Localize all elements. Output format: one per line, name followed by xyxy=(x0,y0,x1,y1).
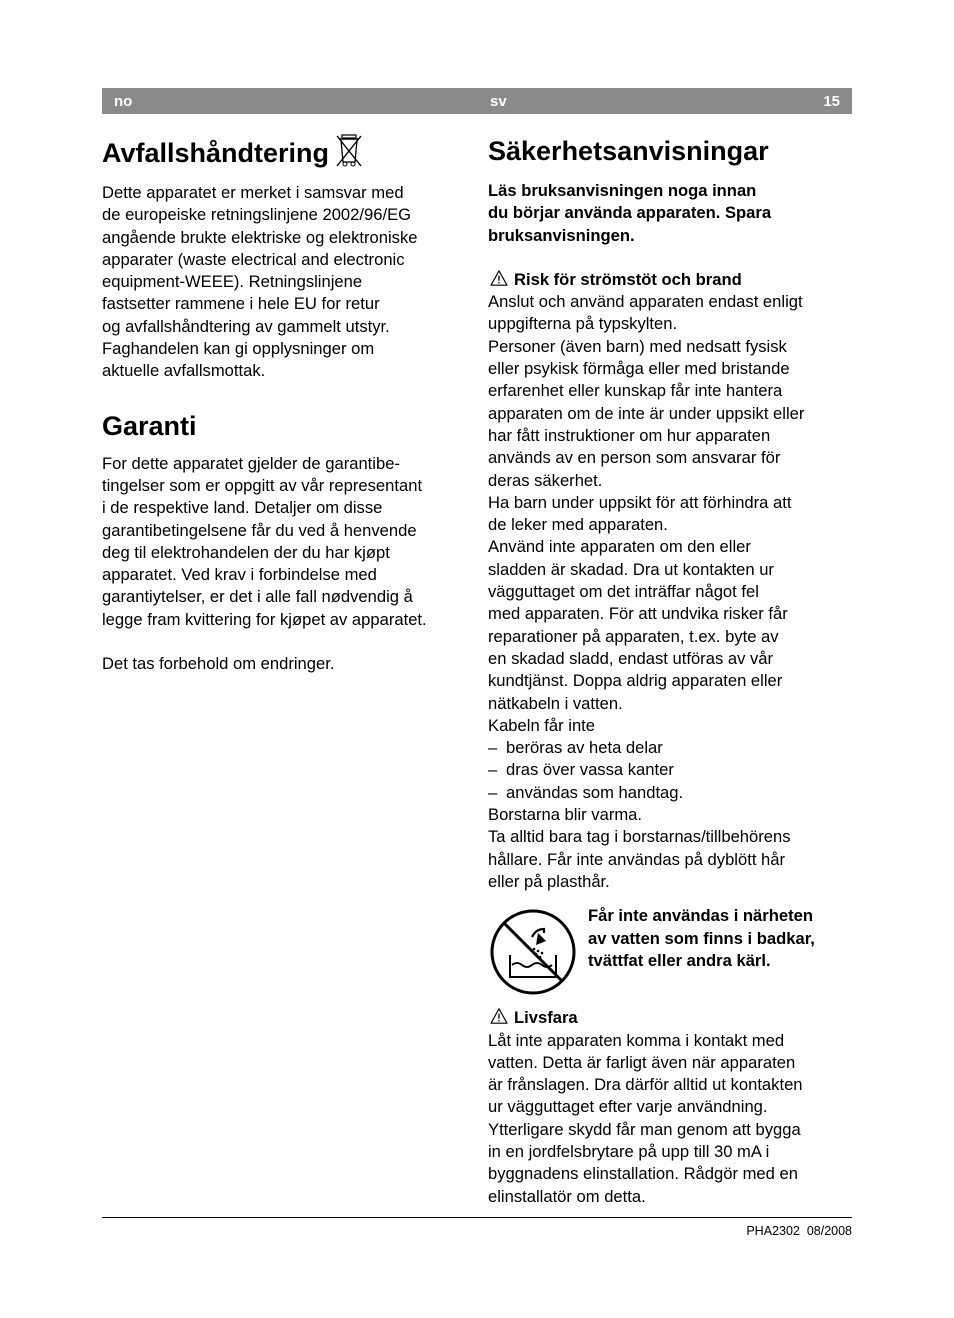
text-line: apparaten om de inte är under uppsikt eller xyxy=(488,403,805,423)
text-line: bruksanvisningen. xyxy=(488,225,635,245)
text-line: sladden är skadad. Dra ut kontakten ur xyxy=(488,559,774,579)
text-line: eller psykisk förmåga eller med bristande xyxy=(488,359,790,379)
text-line: tvättfat eller andra kärl. xyxy=(588,950,771,970)
text-line: Låt inte apparaten komma i kontakt med xyxy=(488,1030,785,1050)
text-line: Anslut och använd apparaten endast enligt xyxy=(488,292,803,312)
text-line: Ta alltid bara tag i borstarnas/tillbehörens xyxy=(488,827,791,847)
text-line: equipment-WEEE). Retningslinjene xyxy=(102,272,363,292)
warning-triangle-icon xyxy=(488,1008,510,1024)
text-line: de europeiske retningslinjene 2002/96/EG xyxy=(102,205,412,225)
left-column xyxy=(102,132,470,675)
header-lang-left: no xyxy=(114,93,133,110)
text-line: deg til elektrohandelen der du har kjøpt xyxy=(102,542,390,562)
risk-paragraph xyxy=(488,291,852,737)
water-warning-text xyxy=(588,905,815,972)
text-line: Personer (även barn) med nedsatt fysisk xyxy=(488,336,787,356)
text-line: apparatet. Ved krav i forbindelse med xyxy=(102,565,377,585)
risk-heading-text: Risk för strömstöt och brand xyxy=(514,269,742,289)
risk-heading xyxy=(488,269,852,291)
guarantee-paragraph xyxy=(102,453,470,631)
text-line: in en jordfelsbrytare på upp till 30 mA i xyxy=(488,1141,770,1161)
cable-list-item xyxy=(488,759,852,781)
dash: – xyxy=(488,782,498,802)
cable-list-item xyxy=(488,782,852,804)
text-line: aktuelle avfallsmottak. xyxy=(102,361,266,381)
life-heading-text: Livsfara xyxy=(514,1008,578,1028)
text-line: apparater (waste electrical and electronic xyxy=(102,249,405,269)
life-heading xyxy=(488,1007,852,1029)
page-number: 15 xyxy=(823,93,840,110)
text-line: Använd inte apparaten om den eller xyxy=(488,537,751,557)
text-line: nätkabeln i vatten. xyxy=(488,693,623,713)
text-line: de leker med apparaten. xyxy=(488,515,668,535)
text-line: angående brukte elektriske og elektroniske xyxy=(102,227,418,247)
text-line: garantibetingelsene får du ved å henvende xyxy=(102,520,417,540)
safety-intro xyxy=(488,180,852,247)
text-line: Ytterligare skydd får man genom att bygga xyxy=(488,1119,801,1139)
text-line: ur vägguttaget efter varje användning. xyxy=(488,1097,768,1117)
section-title-guarantee: Garanti xyxy=(102,410,197,441)
text-line: vatten. Detta är farligt även när apparaten xyxy=(488,1052,796,1072)
text-line: legge fram kvittering for kjøpet av apparatet. xyxy=(102,609,427,629)
dash: – xyxy=(488,738,498,758)
header-bar xyxy=(102,88,852,114)
text-line: reparationer på apparaten, t.ex. byte av xyxy=(488,626,779,646)
text-line: Faghandelen kan gi opplysninger om xyxy=(102,339,375,359)
text-line: Dette apparatet er merket i samsvar med xyxy=(102,183,404,202)
text-line: og avfallshåndtering av gammelt utstyr. xyxy=(102,316,390,336)
no-water-icon xyxy=(488,907,578,997)
text-line: hållare. Får inte användas på dyblött hår xyxy=(488,849,786,869)
text-line: erfarenhet eller kunskap får inte hantera xyxy=(488,381,783,401)
text-line: en skadad sladd, endast utföras av vår xyxy=(488,648,774,668)
dash: – xyxy=(488,760,498,780)
text-line: Får inte användas i närheten xyxy=(588,906,814,926)
cable-list-item xyxy=(488,737,852,759)
list-item-text: dras över vassa kanter xyxy=(506,760,674,780)
text-line: är frånslagen. Dra därför alltid ut kontakten xyxy=(488,1075,803,1095)
text-line: garantiytelser, er det i alle fall nødvendig å xyxy=(102,587,413,607)
footer-divider xyxy=(102,1217,852,1218)
footer-date: 08/2008 xyxy=(806,1224,852,1238)
text-line: med apparaten. För att undvika risker får xyxy=(488,604,788,624)
waste-paragraph xyxy=(102,182,470,383)
text-line: Kabeln får inte xyxy=(488,715,596,735)
text-line: deras säkerhet. xyxy=(488,470,603,490)
life-paragraph xyxy=(488,1030,852,1208)
safety-title: Säkerhetsanvisningar xyxy=(488,136,769,166)
text-line: Borstarna blir varma. xyxy=(488,805,643,825)
text-line: av vatten som finns i badkar, xyxy=(588,928,815,948)
list-item-text: användas som handtag. xyxy=(506,782,684,802)
text-line: du börjar använda apparaten. Spara xyxy=(488,203,772,223)
reservation-note: Det tas forbehold om endringer. xyxy=(102,654,335,674)
text-line: har fått instruktioner om hur apparaten xyxy=(488,425,771,445)
list-item-text: beröras av heta delar xyxy=(506,738,663,758)
water-warning xyxy=(488,905,852,997)
text-line: används av en person som ansvarar för xyxy=(488,448,781,468)
text-line: Ha barn under uppsikt för att förhindra att xyxy=(488,492,792,512)
section-title-waste-text: Avfallshåndtering xyxy=(102,138,330,168)
text-line: byggnadens elinstallation. Rådgör med en xyxy=(488,1164,798,1184)
weee-bin-icon xyxy=(335,132,363,168)
text-line: tingelser som er oppgitt av vår representant xyxy=(102,475,423,495)
right-column xyxy=(488,132,852,1208)
text-line: Läs bruksanvisningen noga innan xyxy=(488,181,757,200)
header-lang-right: sv xyxy=(490,93,507,110)
brush-paragraph xyxy=(488,804,852,893)
text-line: vägguttaget om det inträffar något fel xyxy=(488,582,759,602)
text-line: fastsetter rammene i hele EU for retur xyxy=(102,294,380,314)
text-line: uppgifterna på typskylten. xyxy=(488,314,678,334)
text-line: eller på plasthår. xyxy=(488,871,610,891)
section-title-waste xyxy=(102,132,470,172)
text-line: i de respektive land. Detaljer om disse xyxy=(102,498,383,518)
text-line: elinstallatör om detta. xyxy=(488,1186,646,1206)
text-line: kundtjänst. Doppa aldrig apparaten eller xyxy=(488,671,783,691)
footer xyxy=(746,1224,852,1238)
footer-model: PHA2302 xyxy=(746,1224,800,1238)
warning-triangle-icon xyxy=(488,270,510,286)
text-line: For dette apparatet gjelder de garantibe- xyxy=(102,453,400,473)
